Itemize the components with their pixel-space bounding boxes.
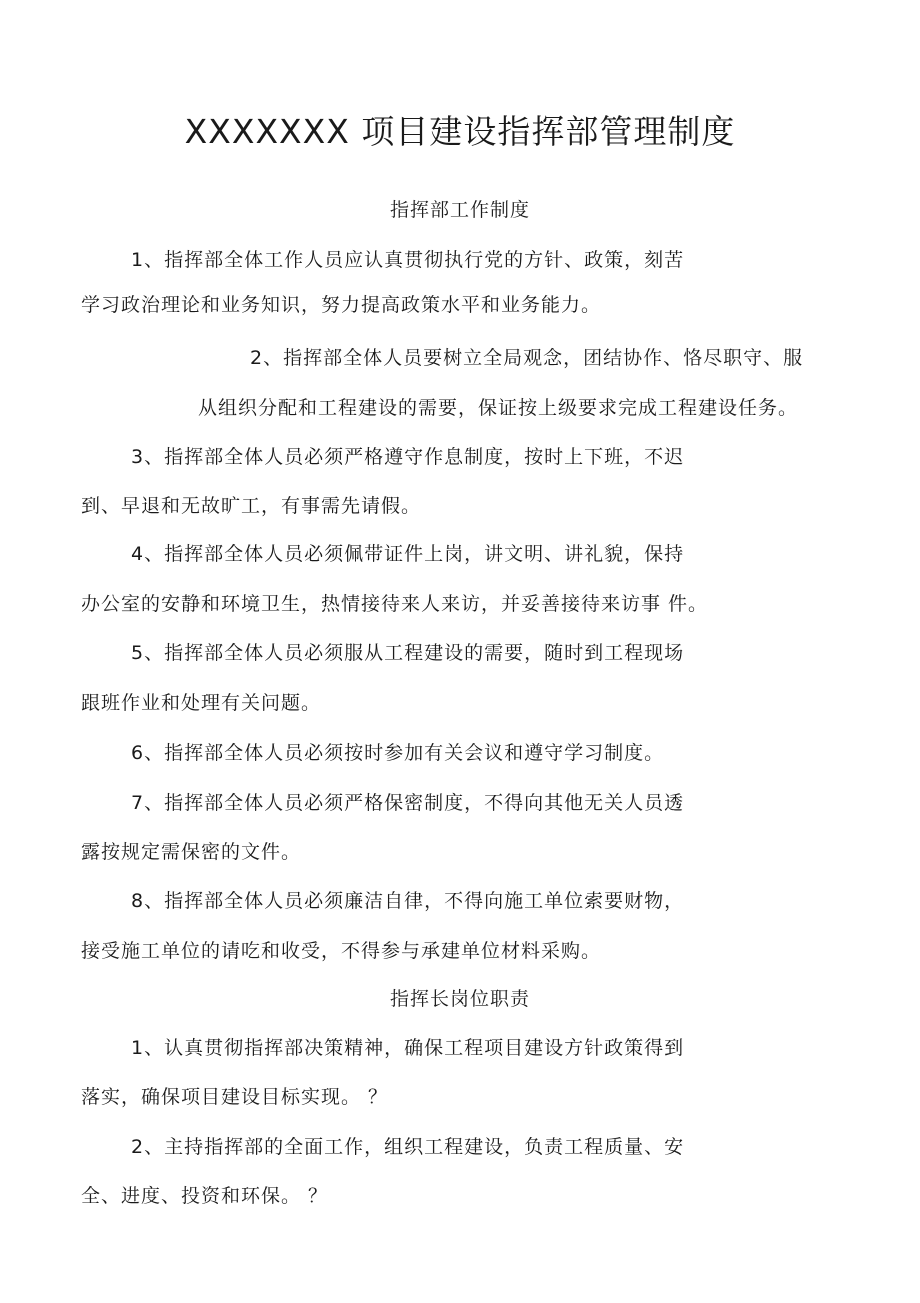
paragraph-line: 5、指挥部全体人员必须服从工程建设的需要，随时到工程现场 [131,642,685,664]
paragraph-line: 学习政治理论和业务知识，努力提高政策水平和业务能力。 [81,294,602,316]
paragraph-line: 从组织分配和工程建设的需要，保证按上级要求完成工程建设任务。 [198,397,799,419]
paragraph-line: 2、主持指挥部的全面工作，组织工程建设，负责工程质量、安 [131,1136,685,1158]
paragraph-line: 6、指挥部全体人员必须按时参加有关会议和遵守学习制度。 [131,742,665,764]
paragraph-line: 2、指挥部全体人员要树立全局观念，团结协作、恪尽职守、服 [250,347,804,369]
paragraph-line: 办公室的安静和环境卫生，热情接待来人来访，并妥善接待来访事 件。 [81,593,709,615]
paragraph-line: 4、指挥部全体人员必须佩带证件上岗，讲文明、讲礼貌，保持 [131,543,685,565]
paragraph-line: 接受施工单位的请吃和收受，不得参与承建单位材料采购。 [81,940,602,962]
paragraph-line: 到、早退和无故旷工，有事需先请假。 [81,495,422,517]
paragraph-line: 落实，确保项目建设目标实现。 ？ [81,1086,389,1108]
paragraph-line: 全、进度、投资和环保。 ？ [81,1185,329,1207]
paragraph-line: 7、指挥部全体人员必须严格保密制度，不得向其他无关人员透 [131,792,685,814]
section-heading-work-rules: 指挥部工作制度 [389,199,530,221]
document-title: XXXXXXX 项目建设指挥部管理制度 [184,112,736,151]
paragraph-line: 3、指挥部全体人员必须严格遵守作息制度，按时上下班，不迟 [131,446,685,468]
paragraph-line: 1、指挥部全体工作人员应认真贯彻执行党的方针、政策，刻苦 [131,249,685,271]
section-heading-commander-duties: 指挥长岗位职责 [389,988,530,1010]
paragraph-line: 1、认真贯彻指挥部决策精神，确保工程项目建设方针政策得到 [131,1037,685,1059]
paragraph-line: 露按规定需保密的文件。 [81,841,302,863]
paragraph-line: 跟班作业和处理有关问题。 [81,692,322,714]
paragraph-line: 8、指挥部全体人员必须廉洁自律，不得向施工单位索要财物， [131,890,685,912]
